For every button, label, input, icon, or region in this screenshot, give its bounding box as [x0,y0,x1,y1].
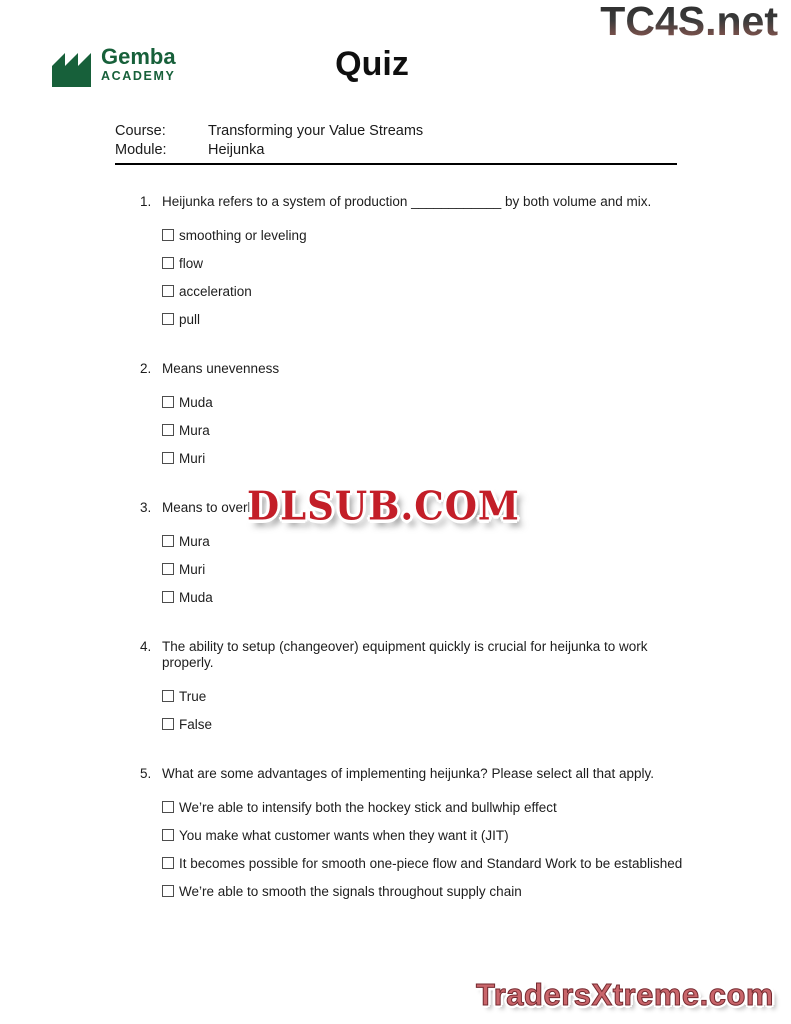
option-label: True [179,688,207,704]
questions [140,194,760,933]
question [140,639,760,738]
option-checkbox[interactable] [162,535,174,547]
answer-option [162,221,760,249]
answer-option [162,793,760,821]
question-number: 5. [140,766,152,781]
answer-option [162,388,760,416]
question-body [162,766,760,905]
question-number: 1. [140,194,152,209]
question-text: Heijunka refers to a system of production ____________ by both volume and mix. [162,194,652,209]
question-options [162,682,760,738]
question-text: Means unevenness [162,361,280,376]
option-label: flow [179,255,204,271]
answer-option [162,877,760,905]
question-options [162,527,760,611]
question-text: Means to overbu [162,500,263,515]
logo-subtitle: ACADEMY [101,69,176,83]
option-label: Muda [179,589,213,605]
option-checkbox[interactable] [162,885,174,897]
watermark-tc4s: TC4S.net [600,0,778,44]
answer-option [162,682,760,710]
question-options [162,793,760,905]
option-label: acceleration [179,283,252,299]
answer-option [162,305,760,333]
option-checkbox[interactable] [162,718,174,730]
option-checkbox[interactable] [162,452,174,464]
course-row [115,122,677,141]
option-checkbox[interactable] [162,801,174,813]
logo-name: Gemba [101,44,176,69]
option-label: pull [179,311,201,327]
option-label: Mura [179,533,210,549]
course-label: Course: [115,123,166,139]
answer-option [162,821,760,849]
option-checkbox[interactable] [162,257,174,269]
option-checkbox[interactable] [162,690,174,702]
question [140,766,760,905]
option-label: Muri [179,561,206,577]
answer-option [162,849,760,877]
question [140,361,760,472]
option-label: It becomes possible for smooth one-piece flow and Standard Work to be established [179,855,683,871]
module-value: Heijunka [208,142,265,158]
course-value: Transforming your Value Streams [208,123,424,139]
option-checkbox[interactable] [162,285,174,297]
question-text: What are some advantages of implementing heijunka? Please select all that apply. [162,766,655,781]
answer-option [162,527,760,555]
option-label: You make what customer wants when they want it (JIT) [179,827,509,843]
answer-option [162,555,760,583]
question-body [162,194,760,333]
question-body [162,639,760,738]
question-number: 4. [140,639,152,654]
option-label: Muda [179,394,213,410]
watermark-tradersxtreme: TradersXtreme.com [476,977,774,1012]
answer-option [162,416,760,444]
answer-option [162,444,760,472]
module-label: Module: [115,142,167,158]
option-checkbox[interactable] [162,396,174,408]
question [140,194,760,333]
watermark-dlsub: DLSUB.COM [247,482,520,530]
option-checkbox[interactable] [162,229,174,241]
answer-option [162,583,760,611]
answer-option [162,249,760,277]
answer-option [162,710,760,738]
option-checkbox[interactable] [162,424,174,436]
page-title: Quiz [335,45,409,83]
question-options [162,388,760,472]
question-body [162,361,760,472]
option-checkbox[interactable] [162,313,174,325]
question-options [162,221,760,333]
question-number: 3. [140,500,152,515]
course-meta [115,122,677,165]
module-row [115,141,677,160]
option-checkbox[interactable] [162,591,174,603]
option-label: Mura [179,422,210,438]
option-checkbox[interactable] [162,829,174,841]
answer-option [162,277,760,305]
option-label: smoothing or leveling [179,227,307,243]
question-number: 2. [140,361,152,376]
question-text: The ability to setup (changeover) equipment quickly is crucial for heijunka to work properly. [162,639,648,670]
option-label: Muri [179,450,206,466]
option-checkbox[interactable] [162,563,174,575]
option-checkbox[interactable] [162,857,174,869]
option-label: We’re able to intensify both the hockey stick and bullwhip effect [179,799,557,815]
option-label: False [179,716,213,732]
option-label: We’re able to smooth the signals throughout supply chain [179,883,522,899]
